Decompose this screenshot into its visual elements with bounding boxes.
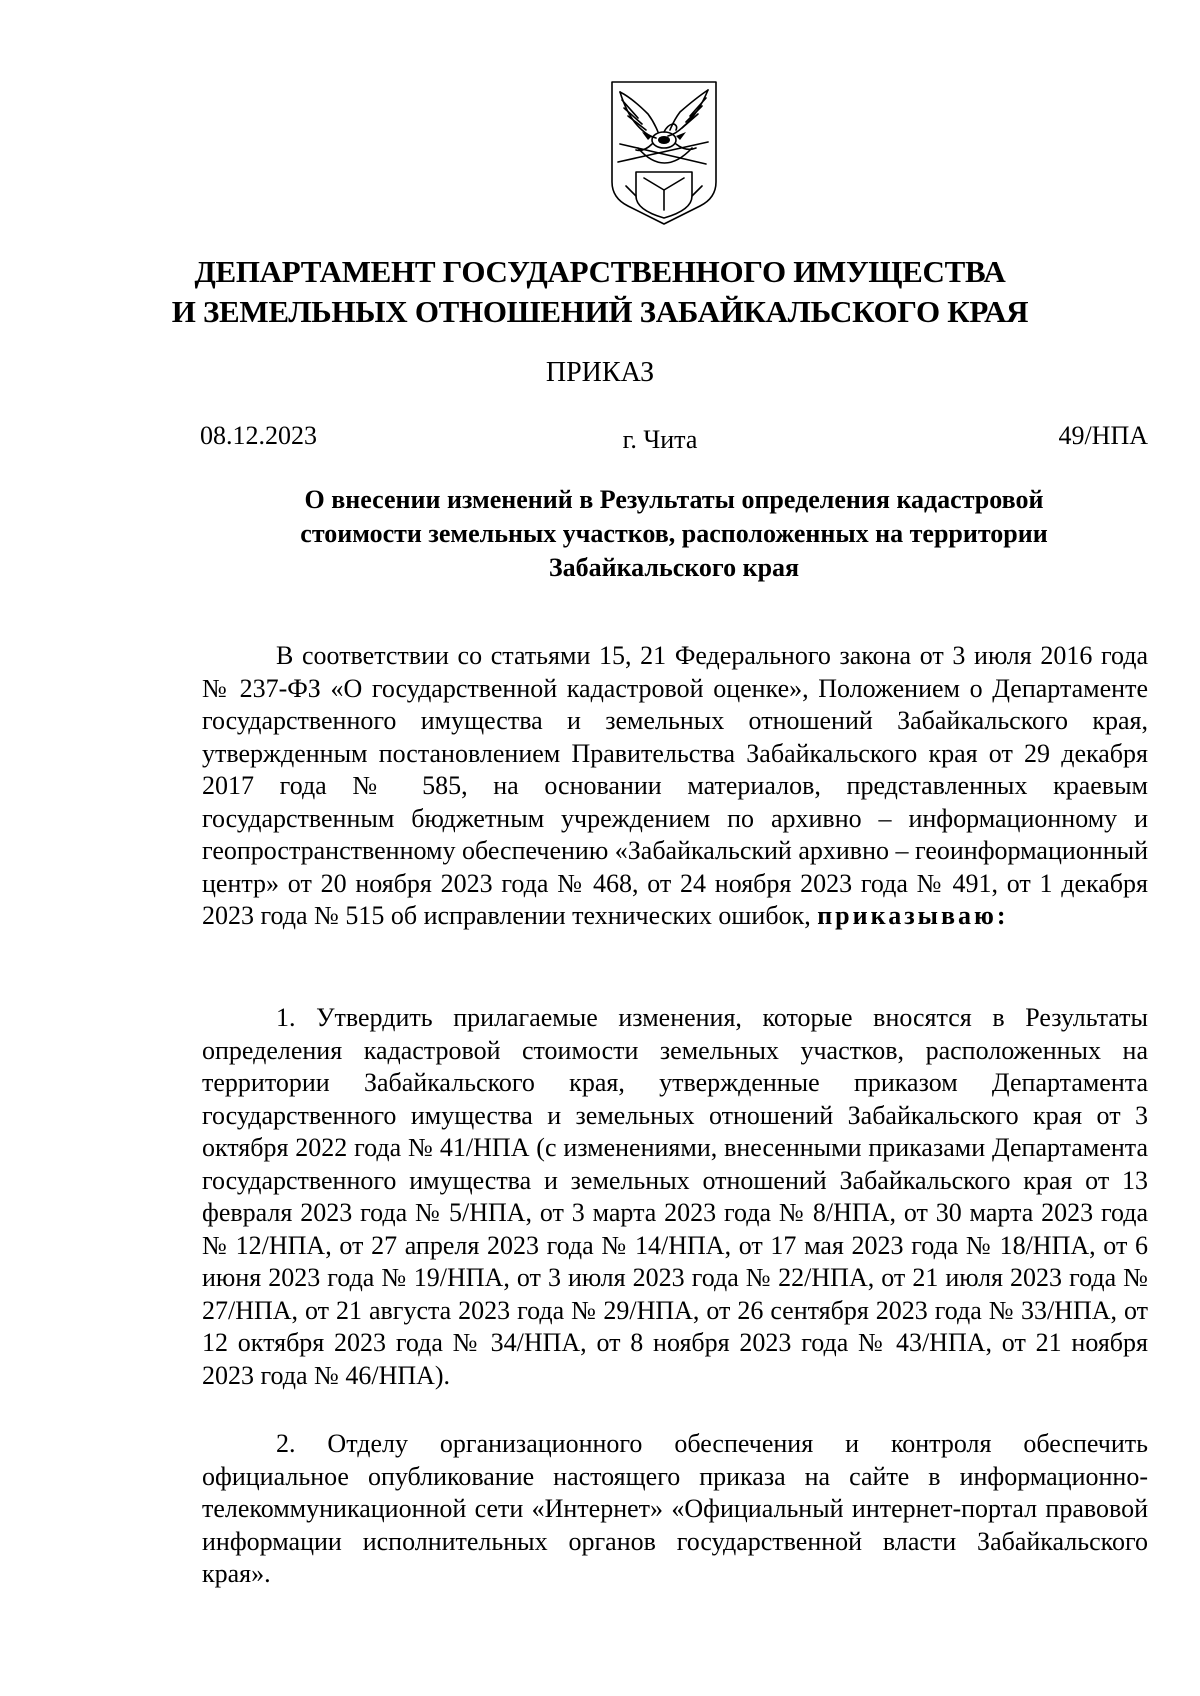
subject-line3: Забайкальского края bbox=[548, 553, 800, 582]
order-subject bbox=[200, 483, 1148, 585]
subject-line2: стоимости земельных участков, расположенных на территории bbox=[300, 519, 1048, 548]
coat-of-arms-icon bbox=[608, 78, 720, 236]
order-number: 49/НПА bbox=[1058, 421, 1148, 450]
preamble-paragraph bbox=[202, 640, 1148, 933]
order-date: 08.12.2023 bbox=[200, 421, 317, 450]
order-city: г. Чита bbox=[622, 425, 698, 454]
order-item-2: 2. Отделу организационного обеспечения и контроля обеспечить официальное опубликование настоящего приказа на сайте в информационно-телекоммуникационной сети «Интернет» «Официальный интернет-портал правовой информации исполнительных органов государственной власти Забайкальского края». bbox=[202, 1429, 1148, 1588]
decree-word: приказываю: bbox=[817, 901, 1009, 930]
document-type: ПРИКАЗ bbox=[545, 357, 655, 388]
department-title bbox=[0, 252, 1200, 332]
subject-line1: О внесении изменений в Результаты определения кадастровой bbox=[304, 485, 1044, 514]
department-title-line2: И ЗЕМЕЛЬНЫХ ОТНОШЕНИЙ ЗАБАЙКАЛЬСКОГО КРАЯ bbox=[171, 294, 1029, 329]
order-item-1: 1. Утвердить прилагаемые изменения, которые вносятся в Результаты определения кадастровой стоимости земельных участков, расположенных на территории Забайкальского края, утвержденные приказом Департамента государственного имущества и земельных отношений Забайкальского края от 3 октября 2022 года № 41/НПА (с изменениями, внесенными приказами Департамента государственного имущества и земельных отношений Забайкальского края от 13 февраля 2023 года № 5/НПА, от 3 марта 2023 года № 8/НПА, от 30 марта 2023 года № 12/НПА, от 27 апреля 2023 года № 14/НПА, от 17 мая 2023 года № 18/НПА, от 6 июня 2023 года № 19/НПА, от 3 июля 2023 года № 22/НПА, от 21 июля 2023 года № 27/НПА, от 21 августа 2023 года № 29/НПА, от 26 сентября 2023 года № 33/НПА, от 12 октября 2023 года № 34/НПА, от 8 ноября 2023 года № 43/НПА, от 21 ноября 2023 года № 46/НПА). bbox=[202, 1003, 1148, 1390]
department-title-line1: ДЕПАРТАМЕНТ ГОСУДАРСТВЕННОГО ИМУЩЕСТВА bbox=[194, 254, 1006, 289]
preamble-text: В соответствии со статьями 15, 21 Федерального закона от 3 июля 2016 года № 237-ФЗ «О государственной кадастровой оценке», Положением о Департаменте государственного имущества и земельных отношений Забайкальского края, утвержденным постановлением Правительства Забайкальского края от 29 декабря 2017 года № 585, на основании материалов, представленных краевым государственным бюджетным учреждением по архивно – информационному и геопространственному обеспечению «Забайкальский архивно – геоинформационный центр» от 20 ноября 2023 года № 468, от 24 ноября 2023 года № 491, от 1 декабря 2023 года № 515 об исправлении технических ошибок, bbox=[202, 641, 1148, 930]
